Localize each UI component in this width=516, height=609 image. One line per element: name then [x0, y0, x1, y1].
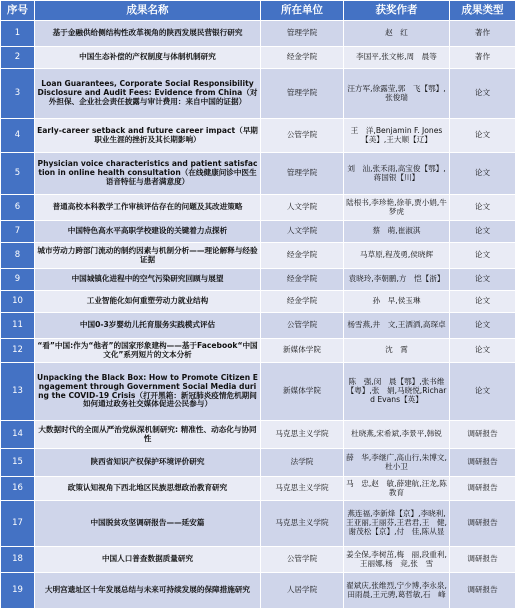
row-authors: 王 洋,Benjamin F. Jones【美】,王大顺【辽】: [344, 119, 450, 153]
row-number: 14: [1, 421, 35, 449]
header-no: 序号: [1, 1, 35, 21]
table-row: [1, 119, 516, 153]
row-unit: 法学院: [261, 449, 344, 477]
row-type: 论文: [450, 221, 516, 243]
row-type: 论文: [450, 269, 516, 291]
row-title: Loan Guarantees, Corporate Social Responsibility Disclosure and Audit Fees: Evidence from China（对外担保、企业社会责任披露与审计费用：来自中国的证据）: [35, 69, 261, 119]
row-type: 论文: [450, 339, 516, 363]
row-title: Early-career setback and future career impact（早期职业生涯的挫折及其长期影响）: [35, 119, 261, 153]
header-row: [1, 1, 516, 21]
table-row: [1, 153, 516, 195]
row-title: 工业智能化如何重塑劳动力就业结构: [35, 291, 261, 313]
header-unit: 所在单位: [261, 1, 344, 21]
row-authors: 马草原,程茂勇,侯晓辉: [344, 243, 450, 269]
row-title: 中国0-3岁婴幼儿托育服务实践模式评估: [35, 313, 261, 339]
row-authors: 孙 早,侯玉琳: [344, 291, 450, 313]
row-number: 6: [1, 195, 35, 221]
table-row: [1, 363, 516, 421]
row-unit: 新媒体学院: [261, 363, 344, 421]
row-unit: 经金学院: [261, 291, 344, 313]
row-unit: 人文学院: [261, 195, 344, 221]
row-authors: 马 忠,赵 敏,薛建航,汪龙,陈教育: [344, 477, 450, 501]
row-type: 论文: [450, 243, 516, 269]
table-row: [1, 449, 516, 477]
row-unit: 新媒体学院: [261, 339, 344, 363]
row-number: 15: [1, 449, 35, 477]
row-title: 城市劳动力跨部门流动的制约因素与机制分析——理论解释与经验证据: [35, 243, 261, 269]
row-authors: 陈 强,闵 晨【鄂】,张书维【粤】,张 娟,马晓悦,Richard Evans【英】: [344, 363, 450, 421]
row-unit: 管理学院: [261, 21, 344, 47]
table-row: [1, 47, 516, 69]
row-type: 论文: [450, 195, 516, 221]
row-title: 大数据时代的全面从严治党纵深机制研究: 精准性、动态化与协同性: [35, 421, 261, 449]
row-title: Unpacking the Black Box: How to Promote Citizen Engagement through Government Social Media during the COVID-19 Crisis（打开黑箱：新冠肺炎疫情危机期间如何通过政务社交媒体促进公民参与）: [35, 363, 261, 421]
row-authors: 蔡 萌,崔淑淇: [344, 221, 450, 243]
row-type: 调研报告: [450, 547, 516, 573]
row-type: 调研报告: [450, 477, 516, 501]
row-number: 16: [1, 477, 35, 501]
table-row: [1, 313, 516, 339]
row-title: 大明宫遗址区十年发展总结与未来可持续发展的保障措施研究: [35, 573, 261, 609]
table-row: [1, 195, 516, 221]
row-authors: 陆根书,李珍艳,徐菲,贾小娟,牛梦虎: [344, 195, 450, 221]
row-number: 7: [1, 221, 35, 243]
row-unit: 经金学院: [261, 243, 344, 269]
header-authors: 获奖作者: [344, 1, 450, 21]
row-type: 论文: [450, 363, 516, 421]
row-number: 3: [1, 69, 35, 119]
table-row: [1, 421, 516, 449]
row-authors: 燕连福,李新烽【京】,李晓利,王亚丽,王丽芬,王君君,王 健,谢茂松【京】,付 佳,陈从显: [344, 501, 450, 547]
table-row: [1, 221, 516, 243]
row-type: 调研报告: [450, 501, 516, 547]
row-number: 18: [1, 547, 35, 573]
table-row: [1, 69, 516, 119]
row-type: 著作: [450, 21, 516, 47]
row-authors: 汪方军,徐露莹,郭 飞【鄂】,张俊瑞: [344, 69, 450, 119]
table-row: [1, 291, 516, 313]
row-number: 17: [1, 501, 35, 547]
row-title: Physician voice characteristics and patient satisfaction in online health consultation（在线健康问诊中医生语音特征与患者满意度）: [35, 153, 261, 195]
table-row: [1, 501, 516, 547]
row-number: 4: [1, 119, 35, 153]
row-number: 5: [1, 153, 35, 195]
row-authors: 杨雪燕,井 文,王洒洒,高琛卓: [344, 313, 450, 339]
row-authors: 姜全保,李树茁,梅 丽,段重利,王丽娜,杨 竞,张 雪: [344, 547, 450, 573]
row-unit: 人文学院: [261, 221, 344, 243]
row-title: 中国脱贫攻坚调研报告——延安篇: [35, 501, 261, 547]
row-number: 12: [1, 339, 35, 363]
table-body: [1, 21, 516, 609]
row-title: 基于金融供给侧结构性改革视角的陕西发展民营银行研究: [35, 21, 261, 47]
row-title: 中国特色高水平高职学校建设的关键着力点探析: [35, 221, 261, 243]
row-title: 中国人口普查数据质量研究: [35, 547, 261, 573]
row-title: 政策认知视角下西北地区民族思想政治教育研究: [35, 477, 261, 501]
table-row: [1, 243, 516, 269]
row-authors: 李国平,张文彬,周 晨等: [344, 47, 450, 69]
row-unit: 马克思主义学院: [261, 421, 344, 449]
header-title: 成果名称: [35, 1, 261, 21]
row-number: 1: [1, 21, 35, 47]
row-title: 中国生态补偿的产权制度与体制机制研究: [35, 47, 261, 69]
row-type: 调研报告: [450, 421, 516, 449]
row-unit: 管理学院: [261, 153, 344, 195]
table-row: [1, 21, 516, 47]
row-type: 调研报告: [450, 449, 516, 477]
row-authors: 刘 汕,张禾雨,高宝俊【鄂】,蒋国银【川】: [344, 153, 450, 195]
row-title: 中国城镇化进程中的空气污染研究回顾与展望: [35, 269, 261, 291]
row-type: 论文: [450, 291, 516, 313]
row-unit: 经金学院: [261, 47, 344, 69]
row-authors: 杜晓燕,宋希斌,李景平,韩锐: [344, 421, 450, 449]
row-authors: 翟斌庆,张维烈,宁少博,李永泉,田雨晨,王元骋,葛哲敏,石 峰: [344, 573, 450, 609]
row-unit: 马克思主义学院: [261, 477, 344, 501]
row-unit: 公管学院: [261, 547, 344, 573]
row-title: “看”中国:作为“他者”的国家形象建构——基于Facebook“中国文化”系列短片的文本分析: [35, 339, 261, 363]
row-authors: 赵 红: [344, 21, 450, 47]
row-unit: 公管学院: [261, 119, 344, 153]
row-unit: 经金学院: [261, 269, 344, 291]
row-type: 论文: [450, 119, 516, 153]
row-number: 10: [1, 291, 35, 313]
row-authors: 袁晓玲,李朝鹏,方 恺【浙】: [344, 269, 450, 291]
row-type: 论文: [450, 69, 516, 119]
row-number: 9: [1, 269, 35, 291]
row-unit: 人居学院: [261, 573, 344, 609]
row-authors: 沈 霄: [344, 339, 450, 363]
row-title: 陕西省知识产权保护环境评价研究: [35, 449, 261, 477]
row-authors: 薛 华,李继广,高山行,朱博文,杜小卫: [344, 449, 450, 477]
row-unit: 公管学院: [261, 313, 344, 339]
header-type: 成果类型: [450, 1, 516, 21]
table-row: [1, 547, 516, 573]
row-unit: 马克思主义学院: [261, 501, 344, 547]
row-unit: 管理学院: [261, 69, 344, 119]
row-number: 13: [1, 363, 35, 421]
row-number: 11: [1, 313, 35, 339]
table-row: [1, 573, 516, 609]
table-row: [1, 477, 516, 501]
table-row: [1, 269, 516, 291]
row-number: 2: [1, 47, 35, 69]
table-row: [1, 339, 516, 363]
row-number: 8: [1, 243, 35, 269]
row-title: 普通高校本科教学工作审核评估存在的问题及其改进策略: [35, 195, 261, 221]
row-type: 著作: [450, 47, 516, 69]
row-type: 论文: [450, 153, 516, 195]
row-number: 19: [1, 573, 35, 609]
row-type: 论文: [450, 313, 516, 339]
row-type: 调研报告: [450, 573, 516, 609]
